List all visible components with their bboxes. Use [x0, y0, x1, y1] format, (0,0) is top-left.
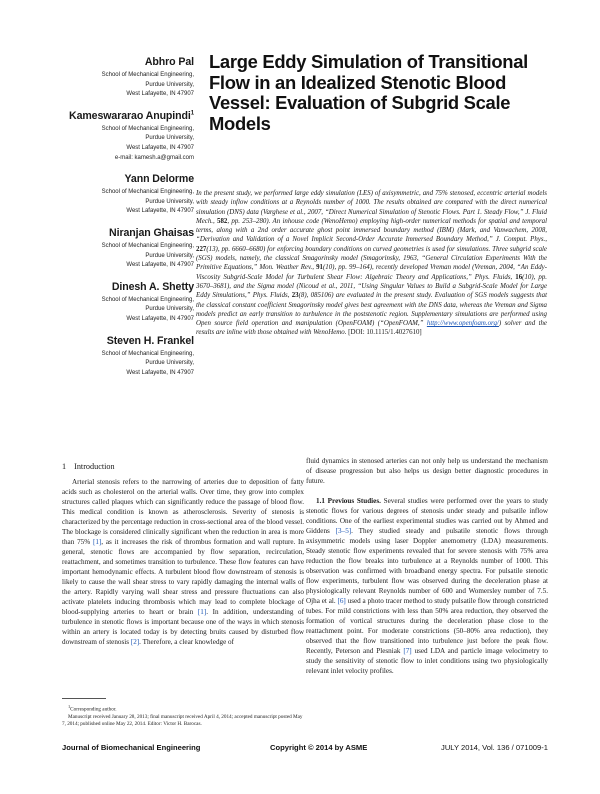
- author-affiliation: School of Mechanical Engineering, Purdue University, West Lafayette, IN 47907: [101, 350, 194, 376]
- footnote-history: Manuscript received January 28, 2013; final manuscript received April 4, 2014; accepted manuscript posted May 7, 2014; published online May 22, 2014. Editor: Victor H. Barocas.: [62, 713, 303, 727]
- page-footer: [62, 743, 548, 753]
- author-block: [62, 335, 194, 379]
- intro-continuation: fluid dynamics in stenosed arteries can not only help us understand the mechanism of disease progression but also helps us design better diagnostic procedures in future.: [306, 457, 548, 485]
- citation-link[interactable]: [6]: [337, 597, 346, 605]
- author-name: Niranjan Ghaisas: [109, 226, 194, 239]
- copyright: Copyright © 2014 by ASME: [270, 743, 368, 752]
- intro-paragraph: Arterial stenosis refers to the narrowing of arteries due to deposition of fatty acids such as cholesterol on the arterial walls. Over time, they grow into complex structures called plaques which can significantly reduce the passage of blood flow. This medical condition is known as atherosclerosis. Severity of stenosis is characterized by the percentage reduction in cross-sectional area of the blood vessel. The blockage is considered clinically significant when the reduction in area is more than 75% [1], as it increases the risk of thrombus formation and wall rupture. In general, stenotic flows are accompanied by flow separation, recirculation, reattachment, and sometimes transition to turbulence. These flow features can have important hemodynamic effects. A turbulent blood flow downstream of stenosis is likely to cause the wall shear stress to vary rapidly damaging the internal walls of the artery. Rapidly varying wall shear stress and pressure fluctuations can also activate platelets inducing thrombosis which may lead to complete blockage of blood-supplying arteries to heart or brain [1]. In addition, understanding of turbulence in stenotic flows is important because one of the ways in which stenosis within an artery is located today is by detecting bruits caused by disturbed flow downstream of stenosis [2]. Therefore, a clear knowledge of: [62, 478, 305, 646]
- author-affiliation: School of Mechanical Engineering, Purdue University, West Lafayette, IN 47907: [101, 296, 194, 322]
- author-name: Abhro Pal: [144, 56, 194, 68]
- author-affiliation: School of Mechanical Engineering, Purdue University, West Lafayette, IN 47907 e-mail: kamesh.a@gmail.com: [62, 125, 194, 163]
- author-affiliation: School of Mechanical Engineering, Purdue University, West Lafayette, IN 47907: [101, 72, 194, 98]
- abstract: In the present study, we performed large eddy simulation (LES) of axisymmetric, and 75% stenosed, eccentric arterial models with steady inflow conditions at a Reynolds number of 1000. The results obtained are compared with the direct numerical simulation (DNS) data (Varghese et al., 2007, “Direct Numerical Simulation of Stenotic Flows. Part 1. Steady Flow,” J. Fluid Mech., 582, pp. 253–280). An inhouse code (WenoHemo) employing high-order numerical methods for spatial and temporal terms, along with a 2nd order accurate ghost point immersed boundary method (IBM) (Mark, and Vanwachem, 2008, “Derivation and Validation of a Novel Implicit Second-Order Accurate Immersed Boundary Method,” J. Comput. Phys., 227(13), pp. 6660–6680) for enforcing boundary conditions on curved geometries is used for simulations. Three subgrid scale (SGS) models, namely, the classical Smagorinsky model (Smagorinsky, 1963, “General Circulation Experiments With the Primitive Equations,” Mon. Weather Rev., 91(10), pp. 99–164), recently developed Vreman model (Vreman, 2004, “An Eddy-Viscosity Subgrid-Scale Model for Turbulent Shear Flow: Algebraic Theory and Applications,” Phys. Fluids, 16(10), pp. 3670–3681), and the Sigma model (Nicoud et al., 2011, “Using Singular Values to Build a Subgrid-Scale Model for Large Eddy Simulations,” Phys. Fluids, 23(8), 085106) are evaluated in the present study. Evaluation of SGS models suggests that the classical constant coefficient Smagorinsky model gives best agreement with the DNS data, whereas the Vreman and Sigma models predict an early transition to turbulence in the poststenotic region. Supplementary simulations are performed using Open source field operation and manipulation (OpenFOAM) (“OpenFOAM,” http://www.openfoam.org/) solver and the results are inline with those obtained with WenoHemo. [DOI: 10.1115/1.4027610]: [196, 190, 547, 337]
- author-name: Steven H. Frankel: [106, 334, 194, 347]
- paper-title: Large Eddy Simulation of Transitional Flow in an Idealized Stenotic Blood Vessel: Evaluation of Subgrid Scale Models: [209, 51, 528, 134]
- footnote-corresponding: $^1$Corresponding author.: [68, 704, 117, 713]
- author-name: Yann Delorme: [124, 173, 194, 186]
- footnote: [62, 698, 304, 728]
- citation-link[interactable]: [1]: [197, 608, 207, 616]
- right-column: [306, 456, 548, 676]
- corresponding-marker: 1: [190, 110, 194, 117]
- author-list: [62, 56, 194, 388]
- issue-info: JULY 2014, Vol. 136 / 071009-1: [441, 743, 548, 752]
- author-name: Kameswararao Anupindi$^1$: [69, 109, 194, 122]
- footnote-rule: [62, 698, 106, 699]
- author-block: [62, 110, 194, 163]
- author-email[interactable]: e-mail: kamesh.a@gmail.com: [114, 154, 194, 161]
- citation-link[interactable]: [1]: [92, 538, 102, 546]
- author-block: [62, 281, 194, 325]
- author-affiliation: School of Mechanical Engineering, Purdue University, West Lafayette, IN 47907: [101, 189, 194, 215]
- journal-name: Journal of Biomechanical Engineering: [62, 743, 201, 752]
- author-block: [62, 173, 194, 217]
- citation-link[interactable]: [7]: [403, 647, 412, 655]
- author-name: Dinesh A. Shetty: [111, 280, 194, 293]
- citation-link[interactable]: [2]: [130, 638, 140, 646]
- author-affiliation: School of Mechanical Engineering, Purdue University, West Lafayette, IN 47907: [101, 242, 194, 269]
- doi[interactable]: [DOI: 10.1115/1.4027610]: [348, 329, 422, 337]
- section-heading: 1 Introduction: [62, 462, 115, 471]
- citation-link[interactable]: [3–5]: [335, 527, 352, 535]
- author-block: [62, 56, 194, 100]
- introduction-column: [62, 462, 304, 647]
- subsection-heading: 1.1 Previous Studies.: [316, 497, 381, 505]
- author-block: [62, 227, 194, 271]
- openfoam-link[interactable]: http://www.openfoam.org/: [426, 320, 499, 328]
- previous-studies-paragraph: 1.1 Previous Studies. Several studies were performed over the years to study stenotic flows for various degrees of stenosis under steady and pulsatile inflow conditions. One of the earliest experimental studies was carried out by Ahmed and Giddens [3–5]. They studied steady and pulsatile stenotic flows through axisymmetric models using laser Doppler anemometry (LDA) measurements. Steady stenotic flow experiments revealed that for severe stenosis with 75% area reduction the flow breaks into turbulence at a Reynolds number of 1000. This observation was confirmed with broadband energy spectra. For pulsatile stenotic flow experiments, turbulent flow was observed during the deceleration phase at physiologically relevant Reynolds number of 600 and Womersley number of 7.5. Ojha et al. [6] used a photo tracer method to study pulsatile flow through constricted tubes. For mild constrictions with less than 50% area reduction, they observed the formation of vortical structures during the deceleration phase close to the reattachment point. For moderate constrictions (50–80% area reduction), they observed that the flow transitioned into turbulence just before the peak flow. Recently, Peterson and Plesniak [7] used LDA and particle image velocimetry to study the sensitivity of stenotic flow to inlet conditions using two physiologically relevant inlet velocity profiles.: [306, 497, 549, 675]
